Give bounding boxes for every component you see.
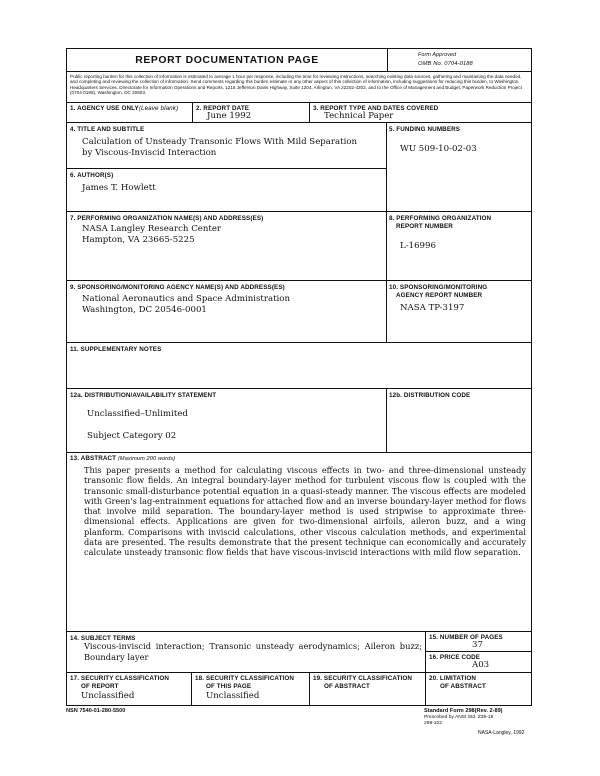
limitation-label-2: OF ABSTRACT [440, 683, 486, 690]
num-pages-label: 15. NUMBER OF PAGES [429, 634, 503, 641]
security-abstract-label-1: 19. SECURITY CLASSIFICATION [313, 675, 413, 682]
security-report-value: Unclassified [81, 691, 135, 701]
performing-report-field [386, 212, 531, 280]
distribution-code-field [386, 389, 531, 452]
performing-org-line-1: NASA Langley Research Center [82, 224, 222, 234]
distribution-line-2: Subject Category 02 [87, 431, 177, 441]
footer-prescribed: Prescribed by ANSI Std. Z39-18 [424, 715, 494, 720]
security-report-label-2: OF REPORT [81, 683, 119, 690]
page-title: REPORT DOCUMENTATION PAGE [135, 55, 319, 66]
header-row [67, 49, 531, 72]
authors-label: 6. AUTHOR(S) [70, 172, 114, 179]
price-code-label: 16. PRICE CODE [429, 654, 481, 661]
supplementary-notes-field [67, 343, 531, 389]
performing-org-line-2: Hampton, VA 23665-5225 [82, 235, 195, 245]
title-line-1: Calculation of Unsteady Transonic Flows With Mild Separation [82, 137, 358, 147]
title-subtitle-field [67, 123, 386, 169]
performing-org-field [67, 212, 386, 280]
sponsoring-org-line-2: Washington, DC 20546-0001 [82, 305, 207, 315]
row-agency-date-type [67, 103, 531, 123]
abstract-label-text: 13. ABSTRACT [70, 455, 117, 462]
security-report-label-1: 17. SECURITY CLASSIFICATION [70, 675, 170, 682]
security-abstract-field [309, 673, 425, 705]
num-pages-field [425, 632, 531, 652]
agency-use-label [70, 105, 178, 113]
abstract-note: (Maximum 200 words) [117, 456, 176, 462]
report-type-value: Technical Paper [324, 111, 394, 121]
limitation-label-1: 20. LIMITATION [429, 675, 476, 682]
limitation-field [425, 673, 531, 705]
report-date-label: 2. REPORT DATE [196, 105, 250, 112]
sponsoring-report-label-1: 10. SPONSORING/MONITORING [389, 284, 488, 291]
security-report-field [67, 673, 191, 705]
burden-notice-box [67, 72, 531, 103]
distribution-field [67, 389, 386, 452]
title-subtitle-label: 4. TITLE AND SUBTITLE [70, 126, 145, 133]
report-date-field [192, 103, 309, 122]
performing-report-label-2: REPORT NUMBER [396, 223, 453, 230]
sponsoring-org-line-1: National Aeronautics and Space Administration [82, 294, 291, 304]
funding-field [386, 123, 531, 211]
omb-number: OMB No. 0704-0188 [418, 61, 473, 67]
sponsoring-org-label: 9. SPONSORING/MONITORING AGENCY NAME(S) AND ADDRESS(ES) [70, 284, 285, 291]
price-code-field [425, 652, 531, 672]
footer-standard-form: Standard Form 298(Rev. 2-89) [424, 708, 503, 714]
footer-form-code: 298-102 [424, 721, 442, 726]
title-line-2: by Viscous-Inviscid Interaction [82, 148, 217, 158]
agency-use-field[interactable] [67, 103, 192, 122]
footer-nasa-langley: NASA-Langley, 1992 [478, 730, 525, 736]
price-code-value: A03 [472, 660, 490, 670]
agency-use-note: (Leave blank) [138, 105, 179, 112]
report-date-value: June 1992 [207, 111, 252, 121]
abstract-field [67, 453, 531, 632]
form-approved-label: Form Approved [418, 52, 457, 58]
security-page-value: Unclassified [206, 691, 260, 701]
performing-org-label: 7. PERFORMING ORGANIZATION NAME(S) AND ADDRESS(ES) [70, 215, 264, 222]
abstract-label [70, 455, 175, 463]
footer-nsn: NSN 7540-01-280-5500 [66, 708, 126, 714]
authors-field [67, 169, 386, 211]
security-page-label-1: 18. SECURITY CLASSIFICATION [195, 675, 295, 682]
subject-terms-label: 14. SUBJECT TERMS [70, 635, 136, 642]
form-approval-box [387, 49, 531, 71]
sponsoring-report-label-2: AGENCY REPORT NUMBER [396, 292, 483, 299]
report-type-label: 3. REPORT TYPE AND DATES COVERED [313, 105, 439, 112]
sponsoring-report-field [386, 281, 531, 342]
performing-report-value: L-16996 [400, 241, 436, 251]
burden-notice: Public reporting burden for this collection of information is estimated to average 1 hour per response, including the time for reviewing instructions, searching existing data sources, gathering and maintaining the data needed, and completing and reviewing the collection of information. Send comments regarding this burden estimate or any other aspect of this collection of information, including suggestions for reducing this burden, to Washington Headquarters Services, Directorate for Information Operations and Reports, 1215 Jefferson Davis Highway, Suite 1204, Arlington, VA 22202-4302, and to the Office of Management and Budget, Paperwork Reduction Project (0704-0188), Washington, DC 20503. [70, 74, 522, 95]
security-page-label-2: OF THIS PAGE [206, 683, 252, 690]
agency-use-label-text: 1. AGENCY USE ONLY [70, 105, 139, 112]
distribution-label: 12a. DISTRIBUTION/AVAILABILITY STATEMENT [70, 392, 217, 399]
security-page-field [191, 673, 309, 705]
performing-report-label-1: 8. PERFORMING ORGANIZATION [389, 215, 492, 222]
funding-value: WU 509-10-02-03 [400, 144, 477, 154]
num-pages-value: 37 [472, 640, 483, 650]
report-type-field [309, 103, 531, 122]
subject-terms-value: Viscous-inviscid interaction; Transonic unsteady aerodynamics; Aileron buzz; Boundary layer [84, 641, 422, 662]
security-abstract-label-2: OF ABSTRACT [324, 683, 370, 690]
abstract-text: This paper presents a method for calculating viscous effects in two- and three-dimensional unsteady transonic flow fields. An integral boundary-layer method for turbulent viscous flow is coupled with the transonic small-disturbance potential equation in a quasi-steady manner. The viscous effects are modeled with Green's lag-entrainment equations for attached flow and an inverse boundary-layer method for flows that involve mild separation. The boundary-layer method is used stripwise to approximate three-dimensional effects. Applications are given for two-dimensional airfoils, aileron buzz, and a wing planform. Comparisons with inviscid calculations, other viscous calculation methods, and experimental data are presented. The results demonstrate that the present technique can economically and accurately calculate unsteady transonic flow fields that have viscous-inviscid interactions with mild flow separation. [84, 465, 526, 558]
funding-label: 5. FUNDING NUMBERS [389, 126, 461, 133]
report-documentation-form [66, 48, 532, 706]
authors-value: James T. Howlett [82, 183, 156, 193]
distribution-code-label: 12b. DISTRIBUTION CODE [389, 392, 471, 399]
sponsoring-report-value: NASA TP-3197 [400, 303, 465, 313]
subject-terms-field [67, 632, 425, 672]
supplementary-notes-label: 11. SUPPLEMENTARY NOTES [70, 346, 162, 353]
distribution-line-1: Unclassified–Unlimited [87, 409, 188, 419]
sponsoring-org-field [67, 281, 386, 342]
